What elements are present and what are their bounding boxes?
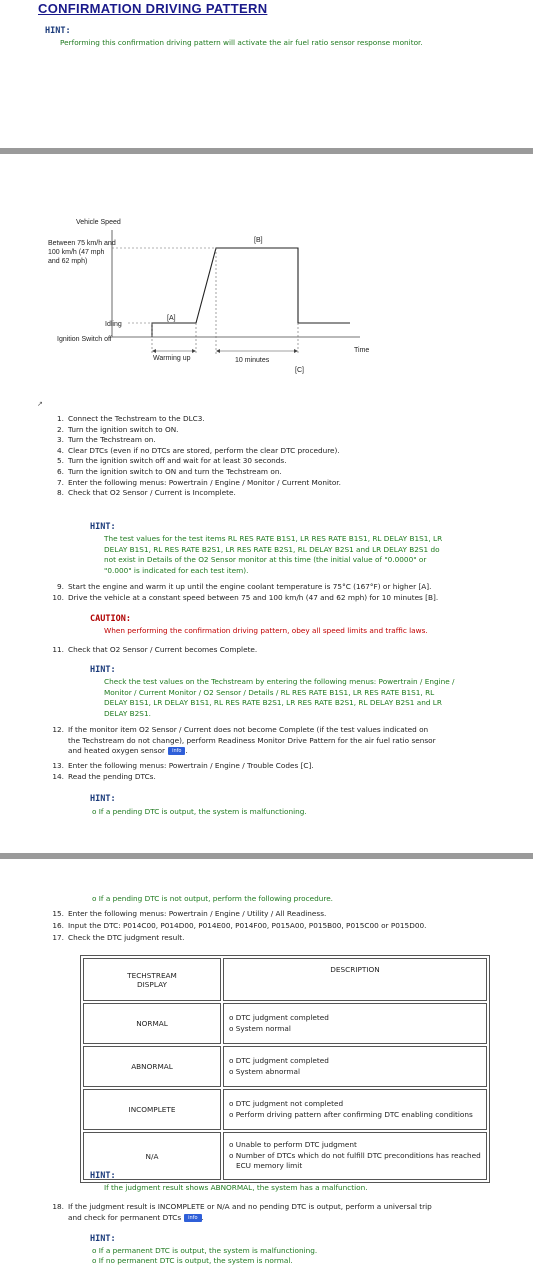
step-7: 7. Enter the following menus: Powertrain / Engine / Monitor / Current Monitor. bbox=[57, 477, 341, 487]
hint-check-test-values: Check the test values on the Techstream by entering the following menus: Powertrain / Engine / Monitor / Current Monitor / O2 Sensor / Details / RL RES RATE B1S1, LR RES RATE B1S1, RL DELAY B1S1, LR DELAY B1S1, RL RES RATE B2S1, LR RES RATE B2S1, RL DELAY B2S1 and LR DELAY B2S1. bbox=[104, 677, 455, 718]
step-15: 15. Enter the following menus: Powertrain / Engine / Utility / All Readiness. bbox=[52, 909, 327, 918]
speed-range-label-3: and 62 mph) bbox=[48, 258, 88, 265]
caution-label: CAUTION: bbox=[90, 614, 131, 624]
display-cell: NORMAL bbox=[83, 1003, 221, 1044]
step-12: 12. If the monitor item O2 Sensor / Current does not become Complete (if the test values indicated on the Techstream do not change), perform Readiness Monitor Drive Pattern for the air fuel ratio sensor and heated oxygen sensor info . bbox=[52, 725, 436, 756]
hint-label: HINT: bbox=[90, 1234, 116, 1244]
hint-test-values: The test values for the test items RL RES RATE B1S1, LR RES RATE B1S1, RL DELAY B1S1, LR DELAY B1S1, RL RES RATE B2S1, LR RES RATE B2S1, RL DELAY B2S1 and LR DELAY B2S1 do not exist in Details of the O2 Sensor monitor at this time (the initial value of "0.0000" or "0.000" is indicated for each test item). bbox=[104, 534, 443, 575]
driving-pattern-diagram bbox=[40, 210, 380, 380]
idling-label: Idling bbox=[105, 321, 122, 328]
step-10: 10. Drive the vehicle at a constant speed between 75 and 100 km/h (47 and 62 mph) for 10 minutes [B]. bbox=[52, 593, 439, 602]
step-8: 8. Check that O2 Sensor / Current is Incomplete. bbox=[57, 488, 236, 498]
speed-range-label-1: Between 75 km/h and bbox=[48, 240, 116, 247]
display-cell: ABNORMAL bbox=[83, 1046, 221, 1087]
ten-minutes-arrowhead-right bbox=[294, 349, 298, 353]
caution-text: When performing the confirmation driving pattern, obey all speed limits and traffic laws. bbox=[104, 626, 428, 635]
dtc-judgment-table bbox=[80, 955, 490, 1183]
description-cell: o DTC judgment completed o System abnormal bbox=[223, 1046, 487, 1087]
table-header-description: DESCRIPTION bbox=[223, 958, 487, 1001]
ten-minutes-label: 10 minutes bbox=[235, 357, 270, 364]
hint-permanent-dtc: o If a permanent DTC is output, the system is malfunctioning. o If no permanent DTC is output, the system is normal. bbox=[92, 1246, 318, 1265]
section-divider bbox=[0, 853, 533, 859]
display-cell: N/A bbox=[83, 1132, 221, 1180]
page-title: CONFIRMATION DRIVING PATTERN bbox=[38, 1, 268, 16]
step-17: 17. Check the DTC judgment result. bbox=[52, 933, 185, 942]
step-4: 4. Clear DTCs (even if no DTCs are stored, perform the clear DTC procedure). bbox=[57, 445, 340, 455]
description-cell: o DTC judgment not completed o Perform driving pattern after confirming DTC enabling conditions bbox=[223, 1089, 487, 1130]
speed-range-label-2: 100 km/h (47 mph bbox=[48, 249, 105, 256]
step-13: 13. Enter the following menus: Powertrain / Engine / Trouble Codes [C]. bbox=[52, 761, 314, 770]
warming-up-arrowhead-left bbox=[152, 349, 156, 353]
steps-list-1-8 bbox=[50, 414, 341, 499]
step-18: 18. If the judgment result is INCOMPLETE or N/A and no pending DTC is output, perform a universal trip and check for permanent DTCs info . bbox=[52, 1202, 432, 1222]
step-14: 14. Read the pending DTCs. bbox=[52, 772, 156, 781]
table-row bbox=[83, 1046, 487, 1087]
display-cell: INCOMPLETE bbox=[83, 1089, 221, 1130]
speed-profile-line bbox=[152, 248, 350, 337]
hint-label: HINT: bbox=[90, 1171, 116, 1181]
pending-not-output-bullet: o If a pending DTC is not output, perform the following procedure. bbox=[92, 894, 333, 903]
step-2: 2. Turn the ignition switch to ON. bbox=[57, 424, 179, 434]
hint-label: HINT: bbox=[90, 522, 116, 532]
time-label: Time bbox=[354, 347, 370, 354]
marker-c: [C] bbox=[295, 367, 304, 374]
ten-minutes-arrowhead-left bbox=[216, 349, 220, 353]
description-cell: o DTC judgment completed o System normal bbox=[223, 1003, 487, 1044]
table-header-row bbox=[83, 958, 487, 1001]
warming-up-label: Warming up bbox=[153, 355, 191, 362]
hint-label: HINT: bbox=[90, 794, 116, 804]
hint-label: HINT: bbox=[90, 665, 116, 675]
table-row bbox=[83, 1089, 487, 1130]
info-button[interactable]: info bbox=[168, 747, 185, 755]
step-9: 9. Start the engine and warm it up until the engine coolant temperature is 75°C (167°F) or higher [A]. bbox=[57, 582, 432, 591]
hint-label: HINT: bbox=[45, 26, 71, 36]
step-6: 6. Turn the ignition switch to ON and turn the Techstream on. bbox=[57, 466, 282, 476]
hint-abnormal: If the judgment result shows ABNORMAL, the system has a malfunction. bbox=[104, 1183, 368, 1192]
vehicle-speed-label: Vehicle Speed bbox=[76, 219, 121, 226]
marker-a: [A] bbox=[167, 315, 176, 322]
step-3: 3. Turn the Techstream on. bbox=[57, 435, 156, 445]
step-16: 16. Input the DTC: P014C00, P014D00, P014E00, P014F00, P015A00, P015B00, P015C00 or P015D00. bbox=[52, 921, 427, 930]
table-row bbox=[83, 1003, 487, 1044]
info-button[interactable]: info bbox=[184, 1214, 201, 1222]
table-header-display: TECHSTREAM DISPLAY bbox=[83, 958, 221, 1001]
section-divider bbox=[0, 148, 533, 154]
marker-b: [B] bbox=[254, 237, 263, 244]
table-row bbox=[83, 1132, 487, 1180]
description-cell: o Unable to perform DTC judgment o Number of DTCs which do not fulfill DTC preconditions has reached ECU memory limit bbox=[223, 1132, 487, 1180]
warming-up-arrowhead-right bbox=[192, 349, 196, 353]
ignition-off-label: Ignition Switch off bbox=[57, 336, 112, 343]
arrow-marker-icon: ↗ bbox=[37, 400, 43, 408]
step-5: 5. Turn the ignition switch off and wait for at least 30 seconds. bbox=[57, 456, 287, 466]
step-1: 1. Connect the Techstream to the DLC3. bbox=[57, 414, 205, 423]
step-11: 11. Check that O2 Sensor / Current becomes Complete. bbox=[52, 645, 258, 654]
hint-pending-dtc-bullet: o If a pending DTC is output, the system is malfunctioning. bbox=[92, 807, 307, 816]
hint-text: Performing this confirmation driving pattern will activate the air fuel ratio sensor response monitor. bbox=[60, 38, 423, 47]
